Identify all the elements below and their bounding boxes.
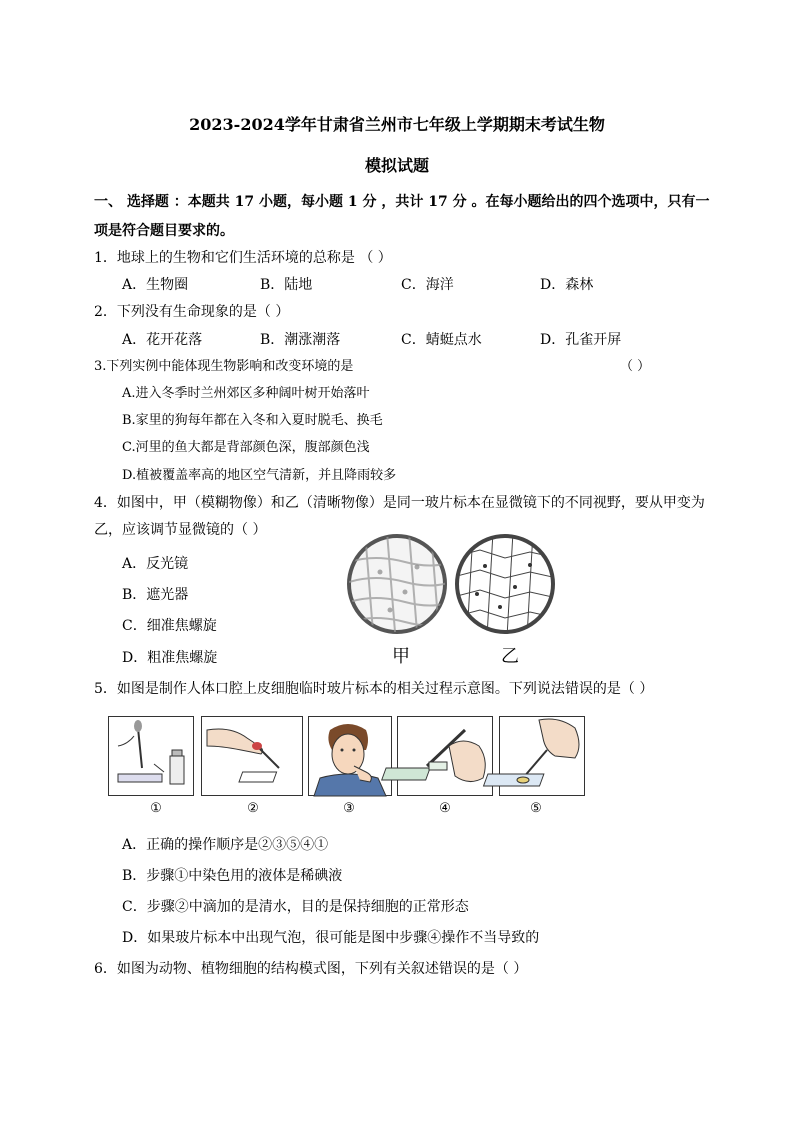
step-label-1: ①	[150, 801, 162, 816]
question-6-stem: 6．如图为动物、植物细胞的结构模式图，下列有关叙述错误的是（ ）	[94, 961, 528, 977]
q2-option-b: B．潮涨潮落	[260, 332, 341, 348]
q2-option-d: D．孔雀开屏	[540, 332, 622, 348]
section-instructions-line2: 项是符合题目要求的。	[94, 223, 234, 239]
figure-label-jia: 甲	[392, 646, 410, 667]
question-4-stem-line2: 乙，应该调节显微镜的（ ）	[94, 522, 267, 538]
q3-option-b: B.家里的狗每年都在入冬和入夏时脱毛、换毛	[122, 413, 383, 428]
q5-option-b: B．步骤①中染色用的液体是稀碘液	[122, 868, 343, 884]
exam-title: 2023-2024学年甘肃省兰州市七年级上学期期末考试生物	[189, 115, 605, 134]
q2-option-c: C．蜻蜓点水	[401, 332, 482, 348]
q1-option-a: A．生物圈	[122, 277, 189, 293]
question-3-stem: 3.下列实例中能体现生物影响和改变环境的是	[94, 359, 354, 374]
q3-option-c: C.河里的鱼大都是背部颜色深，腹部颜色浅	[122, 440, 370, 455]
q4-option-c: C．细准焦螺旋	[122, 618, 217, 634]
microscope-fields-figure	[345, 532, 555, 637]
step-label-2: ②	[247, 801, 259, 816]
clear-field-yi	[453, 532, 557, 637]
step-1-stain-figure	[108, 716, 194, 796]
step-label-5: ⑤	[530, 801, 542, 816]
q3-option-d: D.植被覆盖率高的地区空气清新，并且降雨较多	[122, 468, 397, 483]
step-4-coverslip-figure	[397, 716, 493, 796]
figure-label-yi: 乙	[501, 646, 519, 667]
step-5-smear-figure	[499, 716, 585, 796]
q1-option-c: C．海洋	[401, 277, 454, 293]
q4-option-a: A．反光镜	[122, 556, 189, 572]
q1-option-b: B．陆地	[260, 277, 313, 293]
q2-option-a: A．花开花落	[122, 332, 203, 348]
question-3-answer-bracket: （ ）	[620, 359, 651, 374]
exam-subtitle: 模拟试题	[364, 156, 429, 175]
question-1-stem: 1．地球上的生物和它们生活环境的总称是 （ ）	[94, 250, 392, 266]
step-3-scrape-mouth-figure	[308, 716, 392, 796]
q5-option-c: C．步骤②中滴加的是清水，目的是保持细胞的正常形态	[122, 899, 469, 915]
q5-option-a: A．正确的操作顺序是②③⑤④①	[122, 837, 329, 853]
step-2-drop-figure	[201, 716, 303, 796]
blurry-field-jia	[349, 532, 455, 632]
q4-option-b: B．遮光器	[122, 587, 189, 603]
step-label-4: ④	[439, 801, 451, 816]
q3-option-a: A.进入冬季时兰州郊区多种阔叶树开始落叶	[122, 386, 370, 401]
q1-option-d: D．森林	[540, 277, 594, 293]
q4-option-d: D．粗准焦螺旋	[122, 650, 218, 666]
q5-option-d: D．如果玻片标本中出现气泡，很可能是图中步骤④操作不当导致的	[122, 930, 540, 946]
section-instructions-line1: 一、 选择题 ：本题共 17 小题，每小题 1 分 ，共计 17 分 。在每小题给出的四个选项中，只有一	[94, 194, 710, 210]
question-2-stem: 2．下列没有生命现象的是（ ）	[94, 304, 290, 320]
step-label-3: ③	[343, 801, 355, 816]
question-4-stem-line1: 4．如图中，甲（模糊物像）和乙（清晰物像）是同一玻片标本在显微镜下的不同视野，要从甲变为	[94, 495, 705, 511]
question-5-stem: 5．如图是制作人体口腔上皮细胞临时玻片标本的相关过程示意图。下列说法错误的是（ ）	[94, 681, 654, 697]
